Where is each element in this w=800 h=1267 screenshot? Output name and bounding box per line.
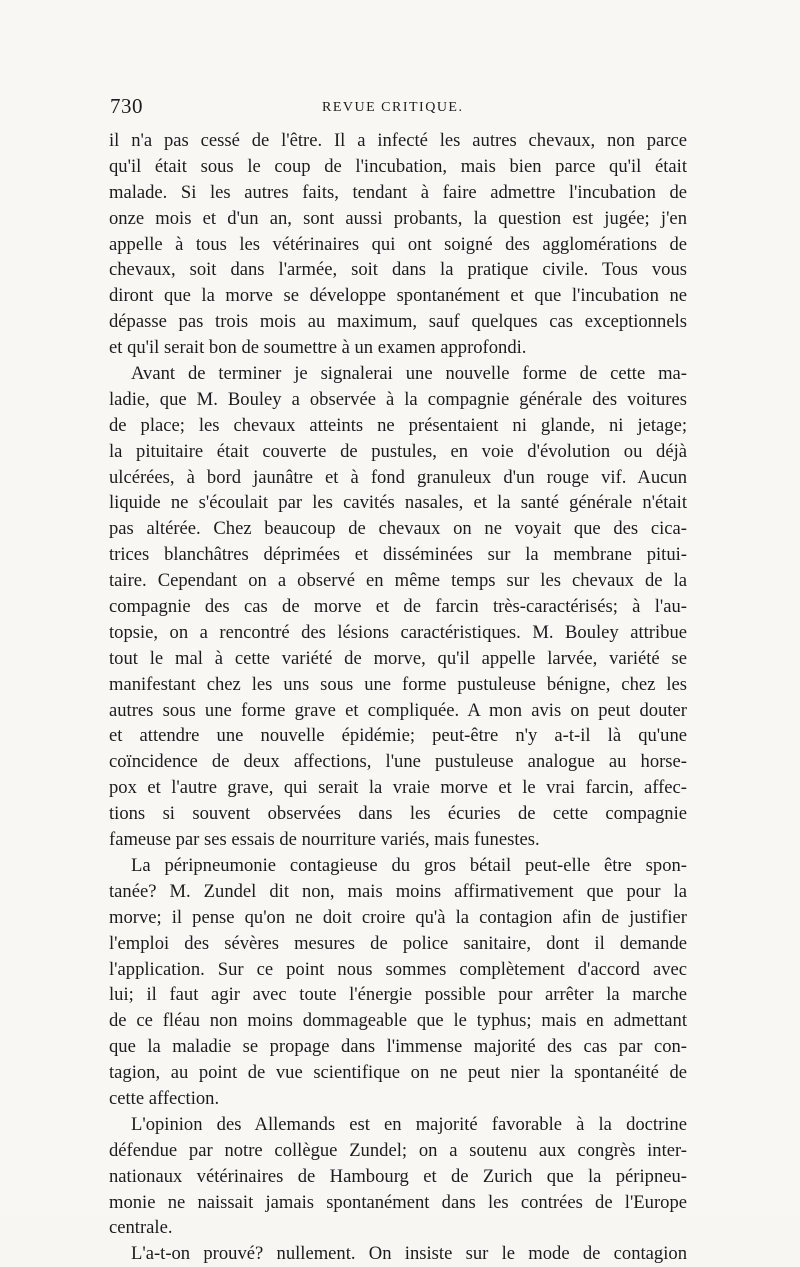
- text-line: coïncidence de deux affections, l'une pustuleuse analogue au horse-: [109, 751, 687, 773]
- text-line: pox et l'autre grave, qui serait la vraie morve et le vrai farcin, affec-: [109, 777, 687, 799]
- text-line: qu'il était sous le coup de l'incubation, mais bien parce qu'il était: [109, 155, 687, 177]
- text-line: tanée? M. Zundel dit non, mais moins affirmativement que pour la: [109, 880, 687, 902]
- text-line: l'application. Sur ce point nous sommes complètement d'accord avec: [109, 958, 687, 980]
- text-line: la pituitaire était couverte de pustules, en voie d'évolution ou déjà: [109, 440, 687, 462]
- text-line: onze mois et d'un an, sont aussi probants, la question est jugée; j'en: [109, 207, 687, 229]
- text-line: appelle à tous les vétérinaires qui ont soigné des agglomérations de: [109, 233, 687, 255]
- paragraph-end-line: centrale.: [109, 1217, 173, 1239]
- body-text: [109, 128, 687, 1267]
- paragraph-start-line: Avant de terminer je signalerai une nouvelle forme de cette ma-: [131, 363, 687, 385]
- paragraph-end-line: cette affection.: [109, 1087, 220, 1109]
- text-line: tions si souvent observées dans les écuries de cette compagnie: [109, 803, 687, 825]
- text-line: taire. Cependant on a observé en même temps sur les chevaux de la: [109, 570, 687, 592]
- text-line: ladie, que M. Bouley a observée à la compagnie générale des voitures: [109, 388, 687, 410]
- text-line: que la maladie se propage dans l'immense majorité des cas par con-: [109, 1036, 687, 1058]
- running-title: REVUE CRITIQUE.: [322, 100, 464, 115]
- text-line: diront que la morve se développe spontanément et que l'incubation ne: [109, 285, 687, 307]
- text-line: dépasse pas trois mois au maximum, sauf quelques cas exceptionnels: [109, 311, 687, 333]
- text-line: l'emploi des sévères mesures de police sanitaire, dont il demande: [109, 932, 687, 954]
- text-line: nationaux vétérinaires de Hambourg et de Zurich que la péripneu-: [109, 1165, 687, 1187]
- text-line: tagion, au point de vue scientifique on ne peut nier la spontanéité de: [109, 1062, 687, 1084]
- text-line: monie ne naissait jamais spontanément dans les contrées de l'Europe: [109, 1191, 687, 1213]
- text-line: malade. Si les autres faits, tendant à faire admettre l'incubation de: [109, 181, 687, 203]
- text-line: morve; il pense qu'on ne doit croire qu'à la contagion afin de justifier: [109, 906, 687, 928]
- text-line: lui; il faut agir avec toute l'énergie possible pour arrêter la marche: [109, 984, 687, 1006]
- text-line: topsie, on a rencontré des lésions caractéristiques. M. Bouley attribue: [109, 621, 687, 643]
- text-line: manifestant chez les uns sous une forme pustuleuse bénigne, chez les: [109, 673, 687, 695]
- text-line: de place; les chevaux atteints ne présentaient ni glande, ni jetage;: [109, 414, 687, 436]
- text-line: de ce fléau non moins dommageable que le typhus; mais en admettant: [109, 1010, 687, 1032]
- text-line: pas altérée. Chez beaucoup de chevaux on ne voyait que des cica-: [109, 518, 687, 540]
- paragraph-start-line: La péripneumonie contagieuse du gros bétail peut-elle être spon-: [131, 854, 687, 876]
- text-line: trices blanchâtres déprimées et disséminées sur la membrane pitui-: [109, 544, 687, 566]
- paragraph-end-line: fameuse par ses essais de nourriture variés, mais funestes.: [109, 829, 540, 851]
- text-line: tout le mal à cette variété de morve, qu'il appelle larvée, variété se: [109, 647, 687, 669]
- text-line: compagnie des cas de morve et de farcin très-caractérisés; à l'au-: [109, 596, 687, 618]
- text-line: et attendre une nouvelle épidémie; peut-être n'y a-t-il là qu'une: [109, 725, 687, 747]
- running-head: [110, 94, 685, 118]
- page-number: 730: [110, 94, 143, 118]
- text-line: chevaux, soit dans l'armée, soit dans la pratique civile. Tous vous: [109, 259, 687, 281]
- text-line: ulcérées, à bord jaunâtre et à fond granuleux d'un rouge vif. Aucun: [109, 466, 687, 488]
- text-line: il n'a pas cessé de l'être. Il a infecté les autres chevaux, non parce: [109, 130, 687, 151]
- paragraph-start-line: L'a-t-on prouvé? nullement. On insiste sur le mode de contagion: [131, 1243, 687, 1265]
- text-line: liquide ne s'écoulait par les cavités nasales, et la santé générale n'était: [109, 492, 687, 514]
- text-line: défendue par notre collègue Zundel; on a soutenu aux congrès inter-: [109, 1139, 687, 1161]
- text-line: autres sous une forme grave et compliquée. A mon avis on peut douter: [109, 699, 687, 721]
- paragraph-end-line: et qu'il serait bon de soumettre à un examen approfondi.: [109, 337, 527, 359]
- paragraph-start-line: L'opinion des Allemands est en majorité favorable à la doctrine: [131, 1113, 687, 1135]
